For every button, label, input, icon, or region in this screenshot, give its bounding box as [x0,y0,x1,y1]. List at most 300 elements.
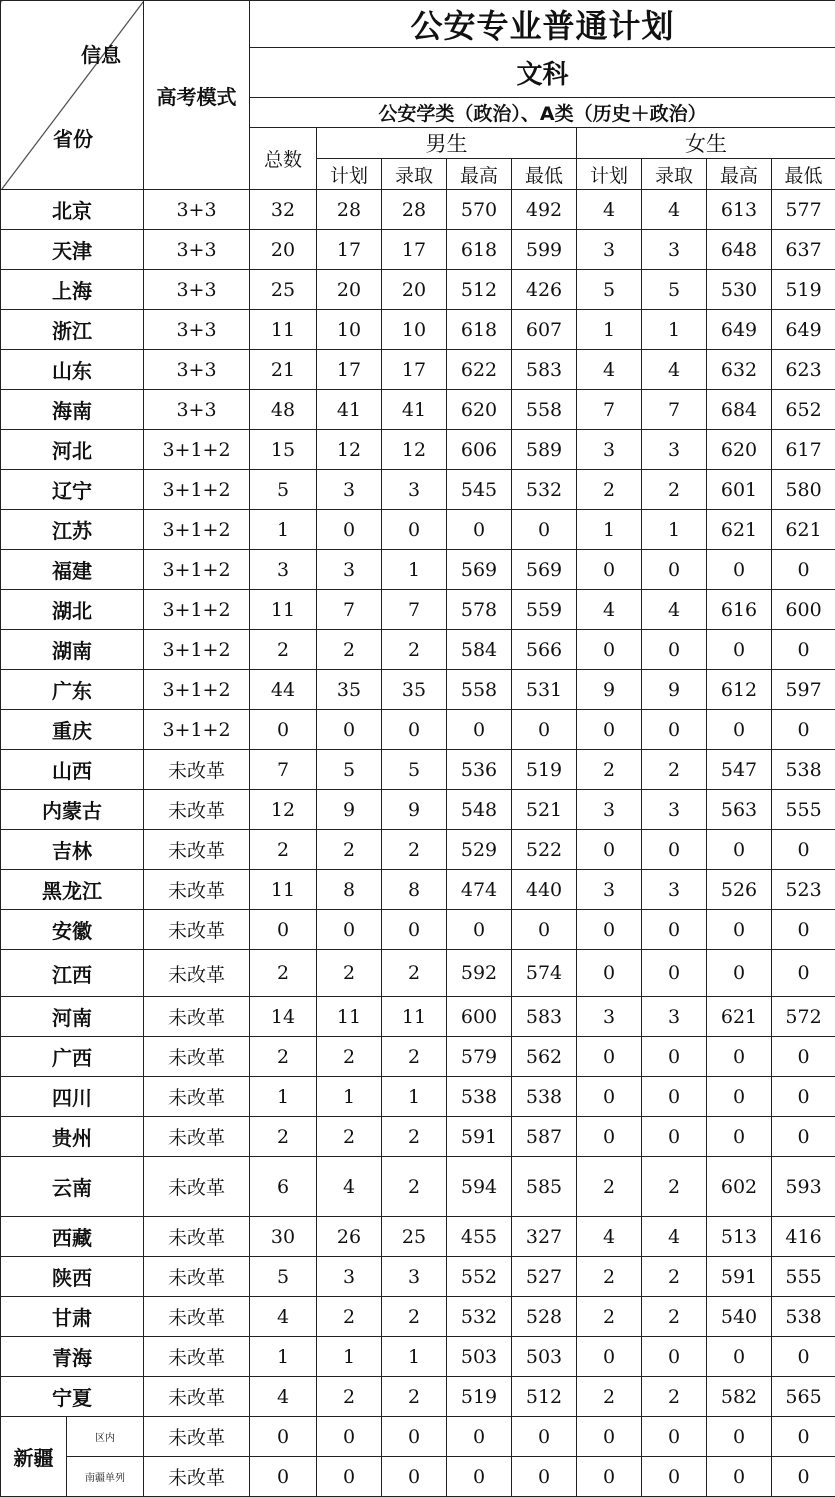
value-cell-f-plan: 0 [577,710,642,750]
value-cell-f-plan: 0 [577,1117,642,1157]
table-row [1,470,835,510]
value-cell-m-adm: 25 [382,1217,447,1257]
value-cell-f-min: 416 [772,1217,835,1257]
value-cell-f-min: 523 [772,870,835,910]
table-row [1,1297,835,1337]
value-cell-f-adm: 4 [642,1217,707,1257]
value-cell-m-adm: 41 [382,390,447,430]
value-cell-total: 2 [250,950,317,997]
province-cell: 甘肃 [1,1297,144,1337]
value-cell-m-adm: 12 [382,430,447,470]
value-cell-total: 1 [250,510,317,550]
value-cell-m-min: 538 [512,1077,577,1117]
corner-top-label: 信息 [81,39,121,68]
value-cell-f-max: 0 [707,1457,772,1497]
value-cell-m-plan: 12 [317,430,382,470]
table-row [1,710,835,750]
value-cell-f-adm: 2 [642,1257,707,1297]
table-row [1,390,835,430]
value-cell-m-min: 0 [512,1457,577,1497]
value-cell-m-max: 0 [447,710,512,750]
value-cell-f-max: 612 [707,670,772,710]
table-row [1,350,835,390]
value-cell-m-min: 492 [512,190,577,230]
value-cell-f-max: 0 [707,950,772,997]
value-cell-m-min: 562 [512,1037,577,1077]
value-cell-m-adm: 2 [382,630,447,670]
table-row [1,1117,835,1157]
value-cell-m-min: 589 [512,430,577,470]
value-cell-f-plan: 9 [577,670,642,710]
corner-bottom-label: 省份 [53,123,93,152]
table-row [1,510,835,550]
value-cell-f-adm: 4 [642,350,707,390]
value-cell-f-adm: 0 [642,950,707,997]
value-cell-f-min: 538 [772,1297,835,1337]
value-cell-m-plan: 0 [317,910,382,950]
province-cell: 黑龙江 [1,870,144,910]
value-cell-m-max: 620 [447,390,512,430]
value-cell-m-max: 529 [447,830,512,870]
value-cell-m-plan: 2 [317,1297,382,1337]
value-cell-f-plan: 0 [577,910,642,950]
value-cell-m-adm: 10 [382,310,447,350]
value-cell-m-plan: 0 [317,1417,382,1457]
mode-cell: 未改革 [144,1037,250,1077]
table-row [1,1157,835,1217]
value-cell-m-max: 519 [447,1377,512,1417]
table-row [1,430,835,470]
value-cell-m-plan: 3 [317,550,382,590]
province-cell: 浙江 [1,310,144,350]
female-header: 女生 [577,128,835,159]
value-cell-f-adm: 0 [642,1037,707,1077]
value-cell-f-min: 572 [772,997,835,1037]
province-cell: 山东 [1,350,144,390]
value-cell-m-min: 512 [512,1377,577,1417]
value-cell-f-adm: 0 [642,710,707,750]
value-cell-m-adm: 1 [382,550,447,590]
value-cell-total: 2 [250,830,317,870]
value-cell-f-min: 617 [772,430,835,470]
sub-region-cell: 区内 [67,1417,144,1457]
mode-cell: 未改革 [144,1157,250,1217]
province-cell: 山西 [1,750,144,790]
value-cell-m-adm: 5 [382,750,447,790]
value-cell-m-min: 583 [512,997,577,1037]
value-cell-f-adm: 9 [642,670,707,710]
value-cell-m-max: 570 [447,190,512,230]
table-row [1,750,835,790]
value-cell-m-adm: 2 [382,950,447,997]
value-cell-m-max: 512 [447,270,512,310]
value-cell-m-min: 522 [512,830,577,870]
province-cell: 重庆 [1,710,144,750]
value-cell-f-plan: 0 [577,550,642,590]
mode-cell: 未改革 [144,950,250,997]
value-cell-m-plan: 0 [317,710,382,750]
value-cell-total: 0 [250,910,317,950]
value-cell-m-min: 327 [512,1217,577,1257]
value-cell-f-max: 513 [707,1217,772,1257]
value-cell-f-min: 0 [772,550,835,590]
value-cell-m-max: 545 [447,470,512,510]
province-cell: 辽宁 [1,470,144,510]
value-cell-m-max: 536 [447,750,512,790]
value-cell-m-min: 0 [512,710,577,750]
value-cell-total: 21 [250,350,317,390]
mode-cell: 未改革 [144,1457,250,1497]
value-cell-m-plan: 1 [317,1077,382,1117]
table-row [1,590,835,630]
table-subtitle: 文科 [250,48,835,98]
value-cell-m-plan: 2 [317,830,382,870]
value-cell-m-min: 531 [512,670,577,710]
mode-cell: 3+1+2 [144,510,250,550]
value-cell-m-min: 0 [512,1417,577,1457]
province-cell: 江苏 [1,510,144,550]
value-cell-f-min: 577 [772,190,835,230]
value-cell-f-max: 613 [707,190,772,230]
mode-cell: 未改革 [144,750,250,790]
value-cell-total: 15 [250,430,317,470]
province-cell: 云南 [1,1157,144,1217]
category-header: 公安学类（政治）、A类（历史＋政治） [250,98,835,128]
province-cell: 广东 [1,670,144,710]
value-cell-f-min: 0 [772,910,835,950]
table-row [1,1217,835,1257]
value-cell-f-min: 593 [772,1157,835,1217]
value-cell-total: 11 [250,870,317,910]
value-cell-m-max: 569 [447,550,512,590]
value-cell-m-plan: 20 [317,270,382,310]
mode-cell: 未改革 [144,830,250,870]
value-cell-m-max: 474 [447,870,512,910]
value-cell-f-plan: 0 [577,1077,642,1117]
mode-cell: 未改革 [144,1297,250,1337]
value-cell-f-adm: 3 [642,790,707,830]
mode-cell: 3+1+2 [144,550,250,590]
value-cell-m-adm: 17 [382,350,447,390]
value-cell-f-min: 0 [772,1417,835,1457]
value-cell-m-adm: 20 [382,270,447,310]
value-cell-m-min: 558 [512,390,577,430]
value-cell-f-max: 530 [707,270,772,310]
value-cell-m-adm: 0 [382,510,447,550]
table-row [1,1417,835,1457]
value-cell-m-max: 455 [447,1217,512,1257]
value-cell-m-min: 521 [512,790,577,830]
value-cell-m-min: 583 [512,350,577,390]
province-cell: 安徽 [1,910,144,950]
value-cell-f-adm: 0 [642,1077,707,1117]
value-cell-f-adm: 7 [642,390,707,430]
value-cell-f-adm: 3 [642,997,707,1037]
value-cell-m-min: 503 [512,1337,577,1377]
value-cell-m-adm: 0 [382,1417,447,1457]
value-cell-f-max: 649 [707,310,772,350]
table-row [1,1457,835,1497]
mode-cell: 3+1+2 [144,710,250,750]
value-cell-f-max: 0 [707,1117,772,1157]
value-cell-f-max: 616 [707,590,772,630]
mode-cell: 未改革 [144,870,250,910]
value-cell-total: 5 [250,470,317,510]
value-cell-f-min: 623 [772,350,835,390]
value-cell-m-plan: 0 [317,1457,382,1497]
value-cell-f-plan: 4 [577,190,642,230]
value-cell-f-plan: 3 [577,230,642,270]
value-cell-m-max: 578 [447,590,512,630]
value-cell-f-min: 0 [772,1037,835,1077]
table-row [1,310,835,350]
table-row [1,270,835,310]
value-cell-m-adm: 0 [382,1457,447,1497]
mode-cell: 未改革 [144,790,250,830]
table-row [1,790,835,830]
value-cell-m-min: 0 [512,910,577,950]
value-cell-f-min: 0 [772,710,835,750]
value-cell-m-plan: 3 [317,470,382,510]
value-cell-m-max: 0 [447,1457,512,1497]
value-cell-m-min: 519 [512,750,577,790]
value-cell-total: 5 [250,1257,317,1297]
value-cell-m-adm: 3 [382,1257,447,1297]
value-cell-f-min: 0 [772,830,835,870]
value-cell-total: 2 [250,1117,317,1157]
value-cell-m-plan: 4 [317,1157,382,1217]
value-cell-m-adm: 35 [382,670,447,710]
value-cell-total: 4 [250,1377,317,1417]
province-cell: 广西 [1,1037,144,1077]
value-cell-m-max: 600 [447,997,512,1037]
value-cell-f-max: 0 [707,550,772,590]
value-cell-f-max: 563 [707,790,772,830]
value-cell-m-min: 566 [512,630,577,670]
value-cell-m-adm: 2 [382,830,447,870]
value-cell-f-max: 601 [707,470,772,510]
table-row [1,1377,835,1417]
table-title: 公安专业普通计划 [250,1,835,48]
value-cell-f-plan: 0 [577,1037,642,1077]
table-row [1,230,835,270]
value-cell-m-plan: 11 [317,997,382,1037]
male-col-header: 最高 [447,159,512,190]
value-cell-m-max: 538 [447,1077,512,1117]
value-cell-m-adm: 0 [382,710,447,750]
mode-cell: 3+1+2 [144,670,250,710]
female-col-header: 计划 [577,159,642,190]
value-cell-m-max: 552 [447,1257,512,1297]
province-cell: 北京 [1,190,144,230]
value-cell-f-plan: 0 [577,950,642,997]
value-cell-m-plan: 41 [317,390,382,430]
value-cell-f-min: 580 [772,470,835,510]
mode-cell: 未改革 [144,997,250,1037]
value-cell-f-min: 538 [772,750,835,790]
value-cell-m-adm: 9 [382,790,447,830]
value-cell-f-adm: 1 [642,310,707,350]
province-cell: 湖北 [1,590,144,630]
province-cell: 吉林 [1,830,144,870]
value-cell-total: 0 [250,1417,317,1457]
value-cell-f-min: 649 [772,310,835,350]
value-cell-m-plan: 1 [317,1337,382,1377]
value-cell-total: 30 [250,1217,317,1257]
table-row [1,870,835,910]
value-cell-m-max: 606 [447,430,512,470]
value-cell-total: 7 [250,750,317,790]
value-cell-m-adm: 1 [382,1337,447,1377]
value-cell-m-max: 618 [447,230,512,270]
value-cell-f-adm: 2 [642,750,707,790]
value-cell-m-max: 579 [447,1037,512,1077]
value-cell-m-max: 591 [447,1117,512,1157]
province-cell: 青海 [1,1337,144,1377]
mode-cell: 3+3 [144,270,250,310]
province-cell: 内蒙古 [1,790,144,830]
table-row [1,190,835,230]
value-cell-total: 1 [250,1077,317,1117]
table-row [1,830,835,870]
mode-cell: 未改革 [144,1257,250,1297]
value-cell-f-min: 0 [772,1117,835,1157]
value-cell-m-plan: 3 [317,1257,382,1297]
female-col-header: 最高 [707,159,772,190]
value-cell-m-adm: 28 [382,190,447,230]
value-cell-f-adm: 0 [642,550,707,590]
value-cell-m-max: 558 [447,670,512,710]
table-row [1,1037,835,1077]
mode-cell: 3+3 [144,230,250,270]
value-cell-m-min: 599 [512,230,577,270]
value-cell-f-plan: 0 [577,1457,642,1497]
value-cell-f-plan: 3 [577,997,642,1037]
value-cell-f-min: 565 [772,1377,835,1417]
male-col-header: 最低 [512,159,577,190]
value-cell-m-min: 0 [512,510,577,550]
value-cell-f-adm: 0 [642,830,707,870]
value-cell-f-plan: 5 [577,270,642,310]
value-cell-f-min: 555 [772,1257,835,1297]
value-cell-f-adm: 4 [642,190,707,230]
value-cell-f-adm: 2 [642,1377,707,1417]
value-cell-m-plan: 35 [317,670,382,710]
value-cell-m-plan: 5 [317,750,382,790]
value-cell-f-plan: 0 [577,1337,642,1377]
corner-header [1,1,144,190]
province-cell: 河南 [1,997,144,1037]
value-cell-m-adm: 1 [382,1077,447,1117]
province-cell: 贵州 [1,1117,144,1157]
value-cell-m-max: 0 [447,910,512,950]
table-row [1,997,835,1037]
value-cell-m-plan: 17 [317,230,382,270]
value-cell-f-max: 547 [707,750,772,790]
province-cell: 新疆 [1,1417,67,1497]
male-col-header: 录取 [382,159,447,190]
value-cell-total: 3 [250,550,317,590]
value-cell-total: 32 [250,190,317,230]
value-cell-m-plan: 17 [317,350,382,390]
value-cell-total: 4 [250,1297,317,1337]
value-cell-f-adm: 3 [642,230,707,270]
value-cell-f-adm: 2 [642,1157,707,1217]
value-cell-m-plan: 8 [317,870,382,910]
value-cell-f-max: 0 [707,710,772,750]
value-cell-m-max: 532 [447,1297,512,1337]
value-cell-m-min: 607 [512,310,577,350]
value-cell-m-plan: 0 [317,510,382,550]
value-cell-total: 14 [250,997,317,1037]
female-col-header: 最低 [772,159,835,190]
province-cell: 宁夏 [1,1377,144,1417]
table-row [1,670,835,710]
mode-cell: 未改革 [144,1217,250,1257]
value-cell-total: 6 [250,1157,317,1217]
value-cell-m-adm: 0 [382,910,447,950]
value-cell-m-plan: 26 [317,1217,382,1257]
province-cell: 湖南 [1,630,144,670]
value-cell-m-plan: 2 [317,1037,382,1077]
value-cell-total: 11 [250,310,317,350]
mode-cell: 未改革 [144,1117,250,1157]
value-cell-f-plan: 3 [577,430,642,470]
value-cell-total: 2 [250,1037,317,1077]
mode-cell: 3+3 [144,190,250,230]
province-cell: 河北 [1,430,144,470]
value-cell-m-max: 548 [447,790,512,830]
value-cell-f-max: 0 [707,1337,772,1377]
total-header: 总数 [250,128,317,190]
value-cell-m-adm: 2 [382,1037,447,1077]
value-cell-f-plan: 3 [577,870,642,910]
value-cell-f-max: 0 [707,630,772,670]
value-cell-f-max: 0 [707,1037,772,1077]
value-cell-m-plan: 2 [317,950,382,997]
value-cell-f-adm: 0 [642,1457,707,1497]
value-cell-m-max: 584 [447,630,512,670]
value-cell-total: 25 [250,270,317,310]
value-cell-f-plan: 4 [577,590,642,630]
mode-cell: 3+3 [144,390,250,430]
mode-cell: 3+1+2 [144,470,250,510]
value-cell-f-plan: 2 [577,1157,642,1217]
value-cell-f-adm: 0 [642,630,707,670]
value-cell-m-max: 592 [447,950,512,997]
value-cell-m-min: 587 [512,1117,577,1157]
value-cell-m-max: 618 [447,310,512,350]
value-cell-f-min: 0 [772,1077,835,1117]
value-cell-f-adm: 3 [642,430,707,470]
value-cell-f-min: 600 [772,590,835,630]
value-cell-m-adm: 2 [382,1377,447,1417]
value-cell-m-plan: 10 [317,310,382,350]
value-cell-m-min: 585 [512,1157,577,1217]
mode-cell: 未改革 [144,1077,250,1117]
table-row [1,630,835,670]
value-cell-f-plan: 0 [577,1417,642,1457]
value-cell-m-adm: 2 [382,1117,447,1157]
table-row [1,1077,835,1117]
value-cell-m-max: 0 [447,510,512,550]
value-cell-m-min: 528 [512,1297,577,1337]
value-cell-m-adm: 8 [382,870,447,910]
value-cell-m-max: 503 [447,1337,512,1377]
value-cell-total: 0 [250,710,317,750]
value-cell-m-adm: 3 [382,470,447,510]
value-cell-f-adm: 1 [642,510,707,550]
